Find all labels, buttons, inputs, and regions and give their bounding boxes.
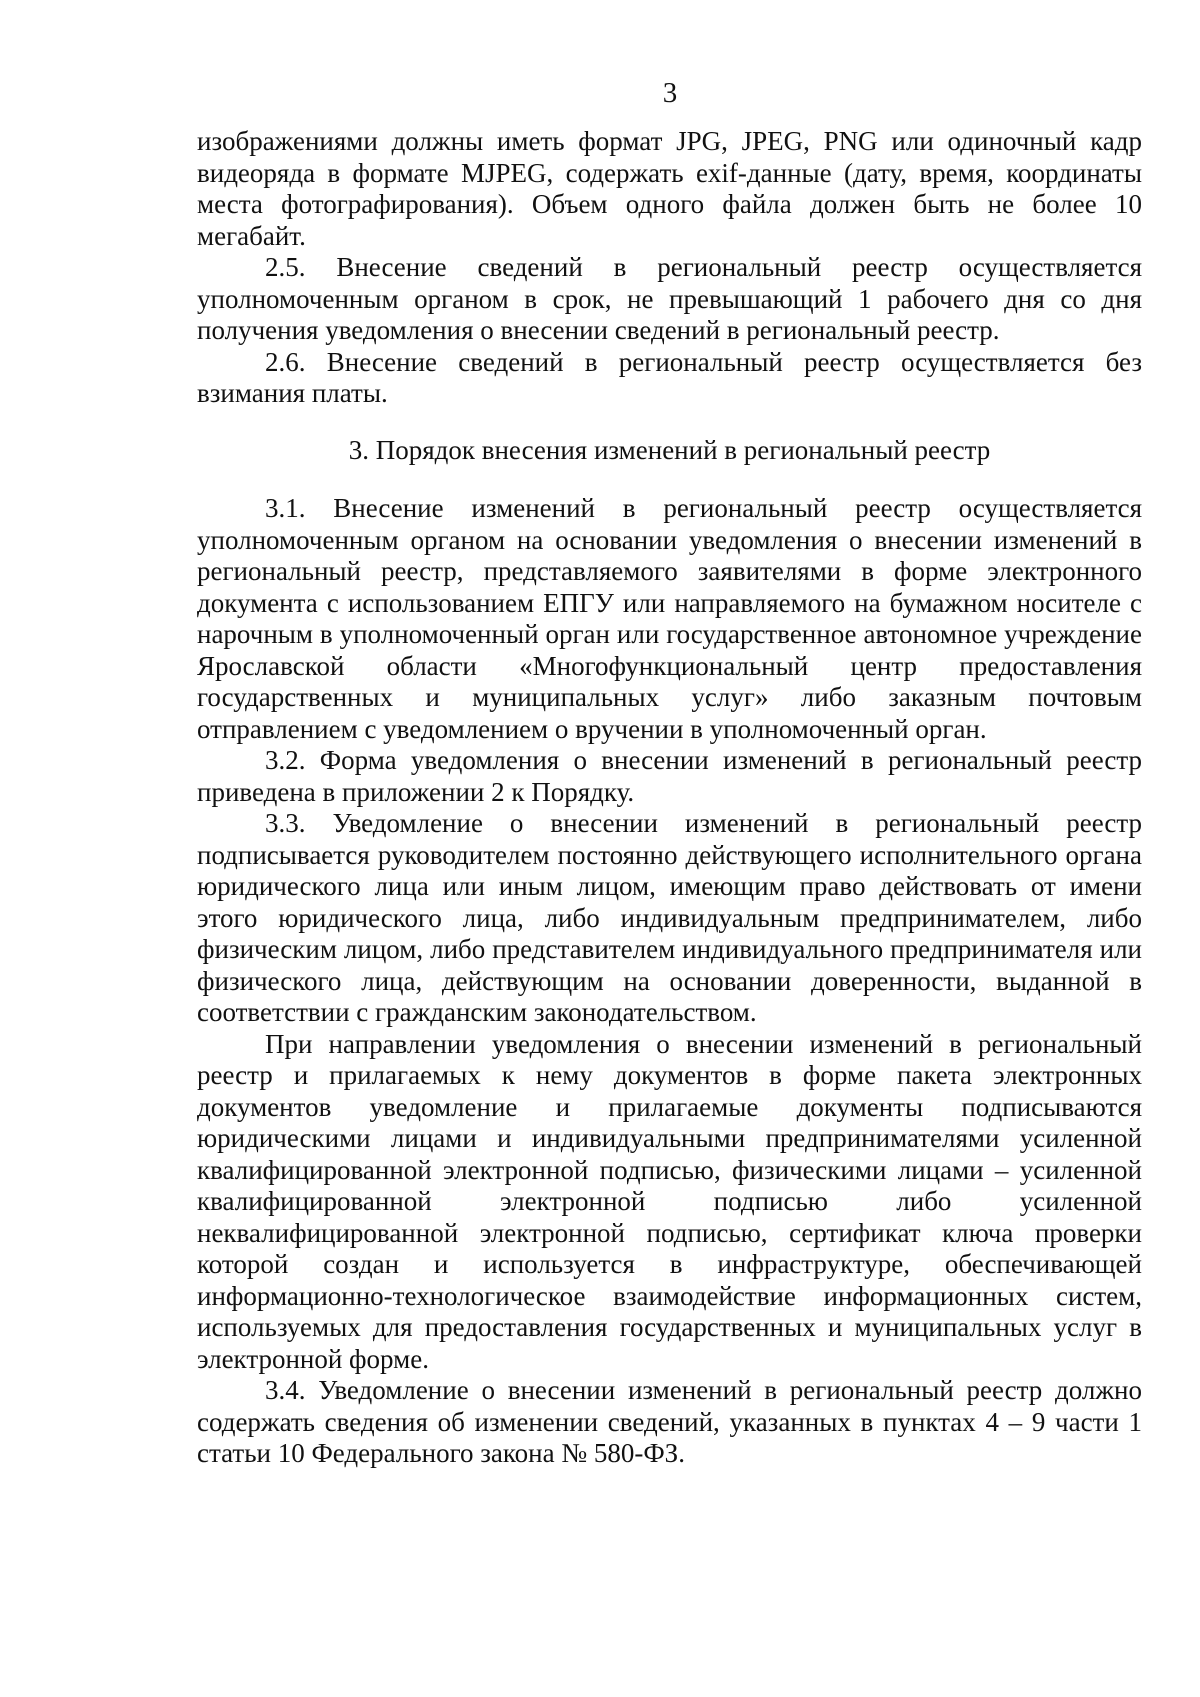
paragraph-3-3: 3.3. Уведомление о внесении изменений в региональный реестр подписывается руководителем постоянно действующего исполнительного органа юридического лица или иным лицом, имеющим право действовать от имени этого юридического лица, либо индивидуальным предпринимателем, либо физическим лицом, либо представителем индивидуального предпринимателя или физического лица, действующим на основании доверенности, выданной в соответствии с гражданским законодательством. xyxy=(197,808,1142,1027)
paragraph-3-4: 3.4. Уведомление о внесении изменений в региональный реестр должно содержать сведения об изменении сведений, указанных в пунктах 4 – 9 части 1 статьи 10 Федерального закона № 580-ФЗ. xyxy=(197,1375,1142,1468)
paragraph-signature-rules: При направлении уведомления о внесении изменений в региональный реестр и прилагаемых к нему документов в форме пакета электронных документов уведомление и прилагаемые документы подписываются юридическими лицами и индивидуальными предпринимателями усиленной квалифицированной электронной подписью, физическими лицами – усиленной квалифицированной электронной подписью либо усиленной неквалифицированной электронной подписью, сертификат ключа проверки которой создан и используется в инфраструктуре, обеспечивающей информационно-технологическое взаимодействие информационных систем, используемых для предоставления государственных и муниципальных услуг в электронной форме. xyxy=(197,1028,1142,1374)
document-body xyxy=(197,126,1142,1470)
paragraph-3-1: 3.1. Внесение изменений в региональный реестр осуществляется уполномоченным органом на основании уведомления о внесении изменений в региональный реестр, представляемого заявителями в форме электронного документа с использованием ЕПГУ или направляемого на бумажном носителе с нарочным в уполномоченный орган или государственное автономное учреждение Ярославской области «Многофункциональный центр предоставления государственных и муниципальных услуг» либо заказным почтовым отправлением с уведомлением о вручении в уполномоченный орган. xyxy=(197,493,1142,744)
section-heading: 3. Порядок внесения изменений в региональный реестр xyxy=(348,434,991,465)
paragraph-continuation: изображениями должны иметь формат JPG, JPEG, PNG или одиночный кадр видеоряда в формате MJPEG, содержать exif-данные (дату, время, координаты места фотографирования). Объем одного файла должен быть не более 10 мегабайт. xyxy=(197,126,1142,251)
page-number: 3 xyxy=(662,77,678,109)
paragraph-2-6: 2.6. Внесение сведений в региональный реестр осуществляется без взимания платы. xyxy=(197,346,1142,408)
paragraph-2-5: 2.5. Внесение сведений в региональный реестр осуществляется уполномоченным органом в срок, не превышающий 1 рабочего дня со дня получения уведомления о внесении сведений в региональный реестр. xyxy=(197,252,1142,345)
paragraph-3-2: 3.2. Форма уведомления о внесении изменений в региональный реестр приведена в приложении 2 к Порядку. xyxy=(197,745,1142,807)
